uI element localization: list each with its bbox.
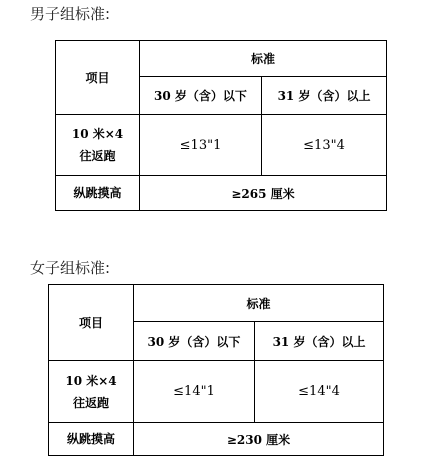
shuttle-run-under-30-value: ≤14"1 (134, 361, 255, 423)
shuttle-run-event-cell (49, 361, 134, 423)
women-section-heading: 女子组标准: (30, 259, 111, 277)
vertical-jump-event-cell: 纵跳摸高 (49, 423, 134, 456)
shuttle-run-over-31-value: ≤14"4 (255, 361, 384, 423)
shuttle-run-event-line2: 往返跑 (79, 149, 116, 163)
shuttle-run-event-line1: 10 米×4 (65, 373, 117, 388)
shuttle-run-event-line2: 往返跑 (72, 395, 109, 410)
men-standards-table (55, 40, 387, 211)
men-section-heading: 男子组标准: (30, 5, 111, 23)
age-under-30-header: 30 岁（含）以下 (140, 77, 262, 115)
vertical-jump-value: ≥230 厘米 (134, 423, 384, 456)
age-over-31-header: 31 岁（含）以上 (255, 322, 384, 361)
age-under-30-header: 30 岁（含）以下 (134, 322, 255, 361)
age-over-31-header: 31 岁（含）以上 (262, 77, 387, 115)
standard-header-cell: 标准 (134, 285, 384, 322)
item-header-cell: 项目 (49, 285, 134, 361)
women-standards-table (48, 284, 384, 456)
vertical-jump-value: ≥265 厘米 (140, 176, 387, 211)
item-header-cell: 项目 (56, 41, 140, 115)
shuttle-run-event-line1: 10 米×4 (71, 127, 124, 141)
shuttle-run-event-cell (56, 115, 140, 176)
standard-header-cell: 标准 (140, 41, 387, 77)
shuttle-run-under-30-value: ≤13"1 (140, 115, 262, 176)
shuttle-run-over-31-value: ≤13"4 (262, 115, 387, 176)
vertical-jump-event-cell: 纵跳摸高 (56, 176, 140, 211)
